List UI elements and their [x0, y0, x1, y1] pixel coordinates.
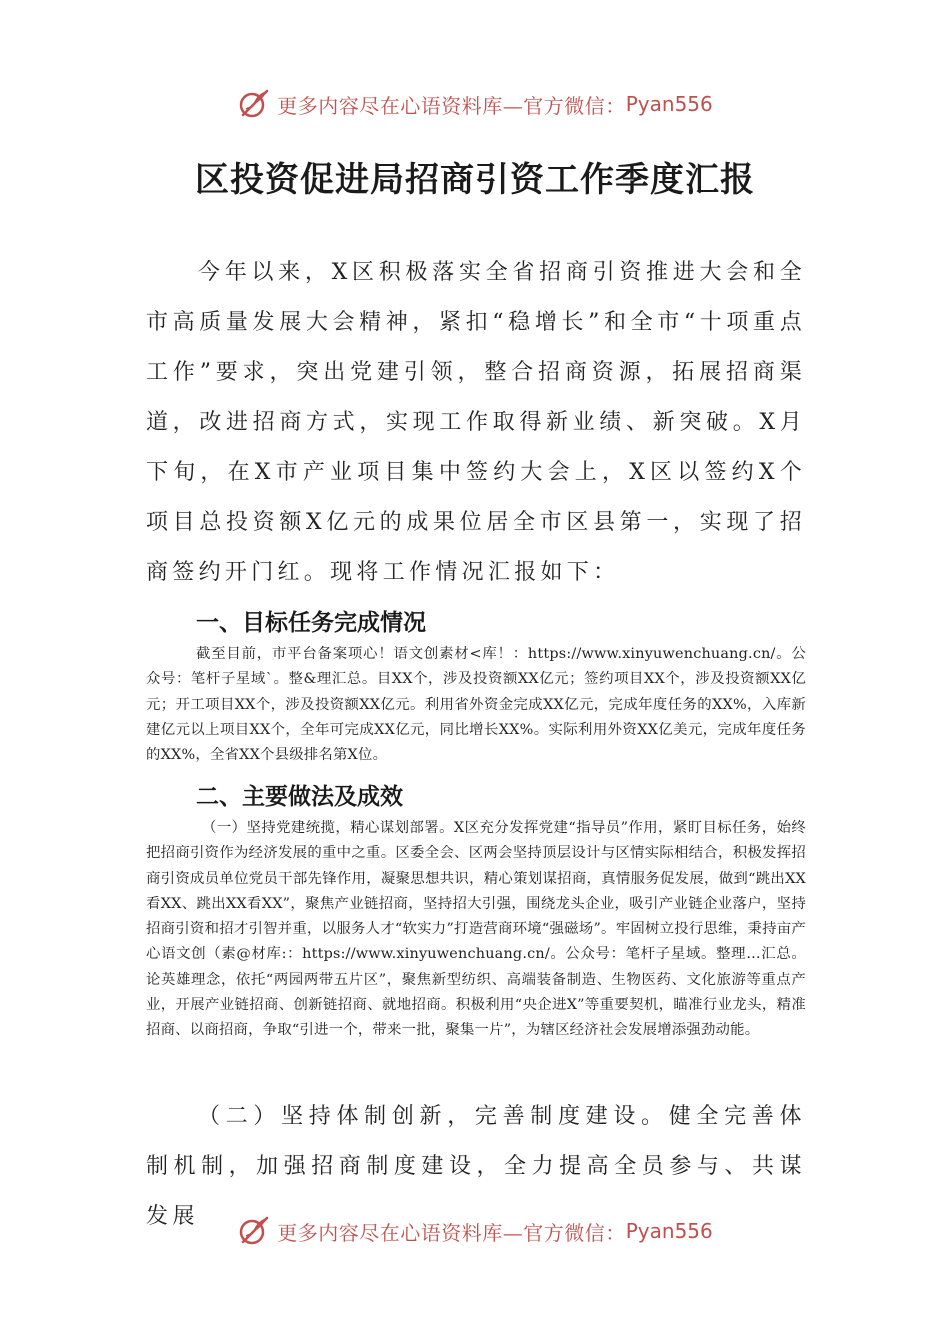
section2-item2: （二）坚持体制创新，完善制度建设。健全完善体制机制，加强招商制度建设，全力提高全员参与、共谋发展	[146, 1104, 806, 1229]
banner-wechat-id: Pyan556	[625, 92, 713, 116]
section2-item1: （一）坚持党建统揽，精心谋划部署。X区充分发挥党建“指导员”作用，紧盯目标任务，始终把招商引资作为经济发展的重中之重。区委全会、区两会坚持顶层设计与区情实际相结合，积极发挥招商引资成员单位党员干部先锋作用，凝聚思想共识，精心策划谋招商，真情服务促发展，做到“跳出XX看XX、跳出XX看XX”，聚焦产业链招商，坚持招大引强，围绕龙头企业，吸引产业链企业落户，坚持招商引资和招才引智并重，以服务人才“软实力”打造营商环境“强磁场”。牢固树立投行思维，秉持亩产心语文创（素@材库:：https://www.xinyuwenchuang.cn/。公众号：笔杆子星域。整理…汇总。论英雄理念，依托“两园两带五片区”，聚焦新型纺织、高端装备制造、生物医药、文化旅游等重点产业，开展产业链招商、创新链招商、就地招商。积极利用“央企进X”等重要契机，瞄准行业龙头，精准招商、以商招商，争取“引进一个，带来一批，聚集一片”，为辖区经济社会发展增添强劲动能。	[146, 820, 806, 1039]
banner-text: 更多内容尽在心语资料库—官方微信：	[277, 93, 626, 118]
intro-paragraph: 今年以来，X区积极落实全省招商引资推进大会和全市高质量发展大会精神，紧扣“稳增长”和全市“十项重点工作”要求，突出党建引领，整合招商资源，拓展招商渠道，改进招商方式，实现工作取得新业绩、新突破。X月下旬，在X市产业项目集中签约大会上，X区以签约X个项目总投资额X亿元的成果位居全市区县第一，实现了招商签约开门红。现将工作情况汇报如下：	[146, 260, 806, 585]
section2-heading: 二、主要做法及成效	[196, 784, 403, 810]
document-title: 区投资促进局招商引资工作季度汇报	[195, 160, 755, 200]
quill-logo-icon	[237, 1214, 271, 1248]
section1-heading: 一、目标任务完成情况	[196, 610, 426, 636]
section1-body: 截至目前，市平台备案项心！语文创素材<库！：https://www.xinyuwenchuang.cn/。公众号：笔杆子星域`。整&理汇总。目XX个，涉及投资额XX亿元；签约项目XX个，涉及投资额XX亿元；开工项目XX个，涉及投资额XX亿元。利用省外资金完成XX亿元，完成年度任务的XX%，入库新建亿元以上项目XX个，全年可完成XX亿元，同比增长XX%。实际利用外资XX亿美元，完成年度任务的XX%，全省XX个县级排名第X位。	[146, 646, 806, 764]
footer-banner	[0, 1211, 950, 1251]
banner-wechat-id: Pyan556	[625, 1219, 713, 1243]
header-banner	[0, 84, 950, 124]
quill-logo-icon	[237, 87, 271, 121]
banner-text: 更多内容尽在心语资料库—官方微信：	[277, 1220, 626, 1245]
